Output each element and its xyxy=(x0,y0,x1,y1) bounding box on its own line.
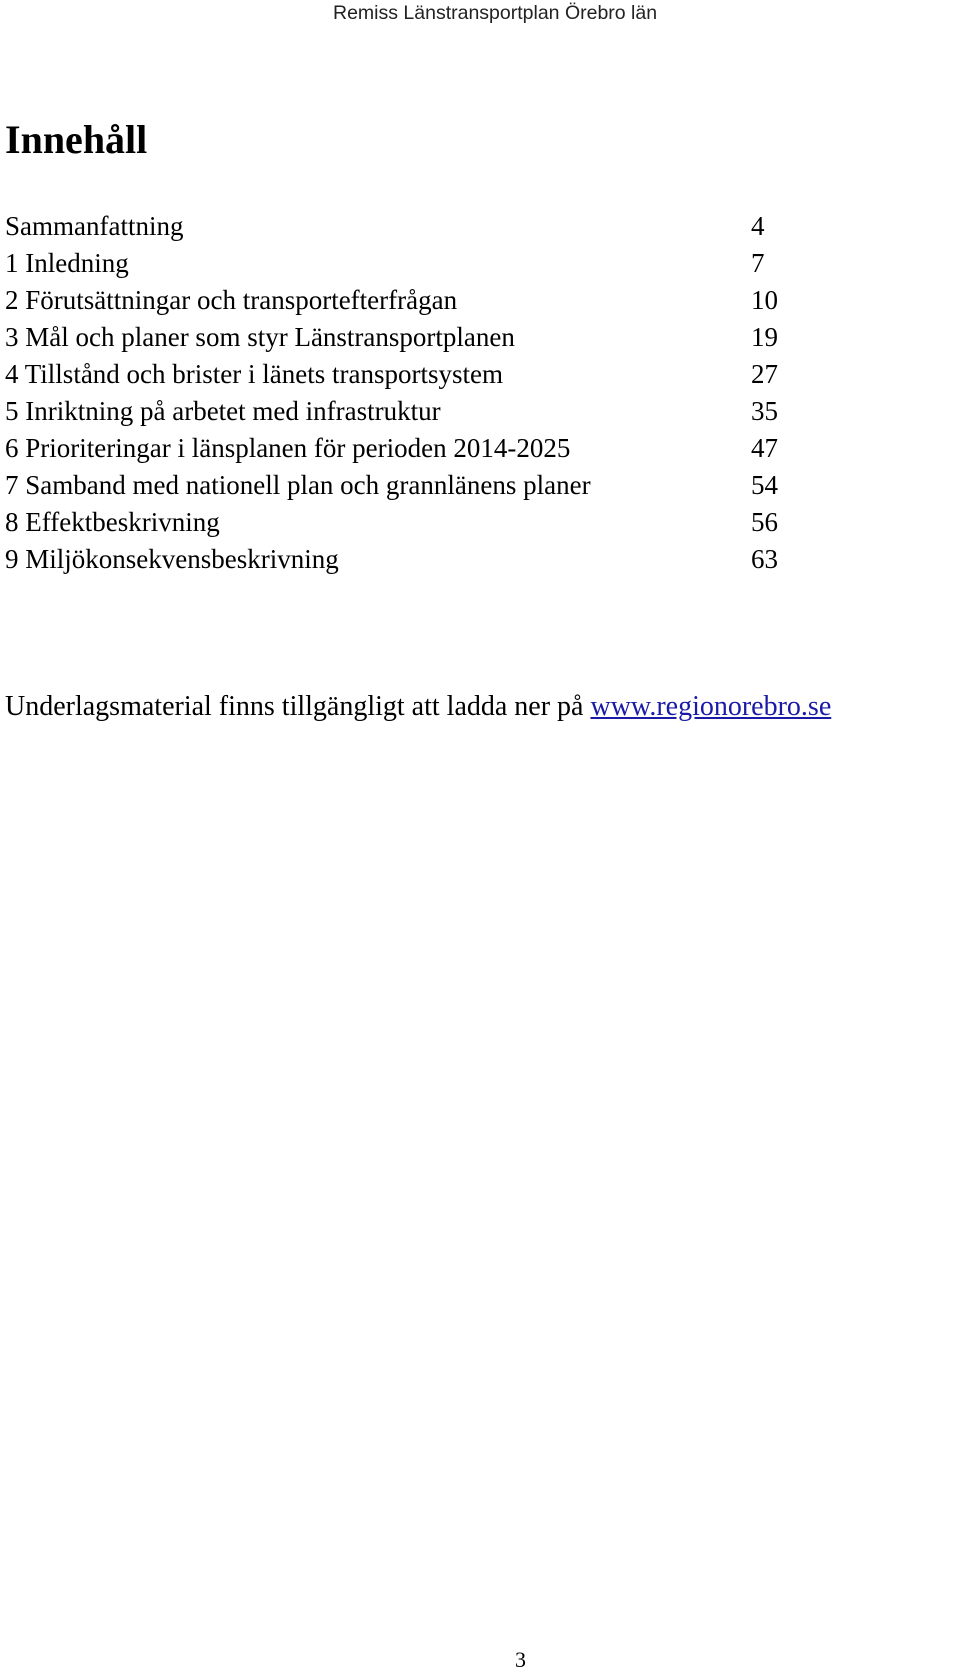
toc-entry-page: 19 xyxy=(751,322,778,352)
toc-title: Innehåll xyxy=(5,117,148,162)
toc-entry-forutsattningar[interactable] xyxy=(5,282,805,319)
toc-entry-page: 35 xyxy=(751,396,778,426)
toc-entry-page: 54 xyxy=(751,470,778,500)
running-header: Remiss Länstransportplan Örebro län xyxy=(333,2,658,24)
toc-entry-label: Sammanfattning xyxy=(5,211,184,241)
download-note-text: Underlagsmaterial finns tillgängligt att ladda ner på xyxy=(5,691,591,722)
toc-entry-page: 4 xyxy=(751,211,765,241)
toc-entry-prioriteringar[interactable] xyxy=(5,430,805,467)
download-note xyxy=(5,691,831,723)
toc-entry-inriktning[interactable] xyxy=(5,393,805,430)
toc-entry-page: 47 xyxy=(751,433,778,463)
toc-entry-page: 56 xyxy=(751,507,778,537)
toc-entry-label: 3 Mål och planer som styr Länstransportplanen xyxy=(5,322,515,352)
toc-entry-label: 6 Prioriteringar i länsplanen för perioden 2014-2025 xyxy=(5,433,571,463)
toc-entry-page: 10 xyxy=(751,285,778,315)
table-of-contents xyxy=(5,208,805,578)
toc-entry-label: 7 Samband med nationell plan och grannlänens planer xyxy=(5,470,591,500)
toc-entry-label: 5 Inriktning på arbetet med infrastruktur xyxy=(5,396,441,426)
toc-entry-sammanfattning[interactable] xyxy=(5,208,805,245)
toc-entry-label: 2 Förutsättningar och transportefterfrågan xyxy=(5,285,458,315)
regionorebro-link[interactable]: www.regionorebro.se xyxy=(590,691,832,722)
toc-entry-label: 8 Effektbeskrivning xyxy=(5,507,220,537)
toc-entry-page: 7 xyxy=(751,248,765,278)
toc-entry-inledning[interactable] xyxy=(5,245,805,282)
toc-entry-label: 1 Inledning xyxy=(5,248,129,278)
toc-entry-label: 4 Tillstånd och brister i länets transportsystem xyxy=(5,359,503,389)
toc-entry-tillstand-och-brister[interactable] xyxy=(5,356,805,393)
toc-entry-effektbeskrivning[interactable] xyxy=(5,504,805,541)
toc-entry-miljokonsekvensbeskrivning[interactable] xyxy=(5,541,805,578)
toc-entry-label: 9 Miljökonsekvensbeskrivning xyxy=(5,544,339,574)
toc-entry-samband[interactable] xyxy=(5,467,805,504)
toc-entry-mal-och-planer[interactable] xyxy=(5,319,805,356)
page-number: 3 xyxy=(515,1647,526,1672)
toc-entry-page: 27 xyxy=(751,359,778,389)
toc-entry-page: 63 xyxy=(751,544,778,574)
